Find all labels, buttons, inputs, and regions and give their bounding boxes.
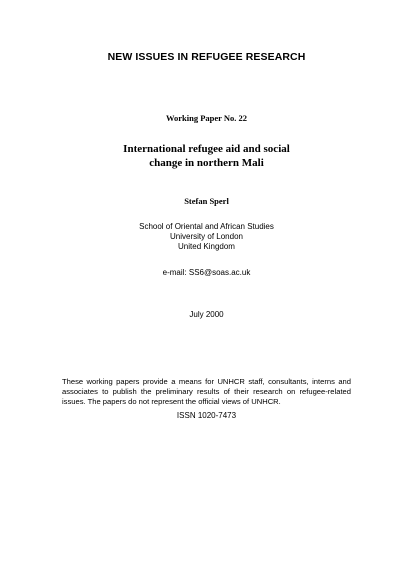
issn-number: ISSN 1020-7473 [176,411,237,420]
author-email: e-mail: SS6@soas.ac.uk [162,268,251,277]
disclaimer-paragraph: These working papers provide a means for UNHCR staff, consultants, interns and associates to publish the preliminary results of their research on refugee-related issues. The papers do not represent the official views of UNHCR. [62,377,351,406]
working-paper-number: Working Paper No. 22 [165,113,248,123]
paper-title-line-2: change in northern Mali [149,157,264,169]
affiliation-line-3: United Kingdom [178,242,235,251]
affiliation-line-2: University of London [170,232,243,241]
publication-date: July 2000 [189,310,224,319]
series-title: NEW ISSUES IN REFUGEE RESEARCH [107,51,306,63]
paper-title-line-1: International refugee aid and social [123,143,290,155]
author-name: Stefan Sperl [184,196,229,206]
affiliation-line-1: School of Oriental and African Studies [139,222,274,231]
paper-title [0,142,413,170]
author-affiliation [0,222,413,252]
